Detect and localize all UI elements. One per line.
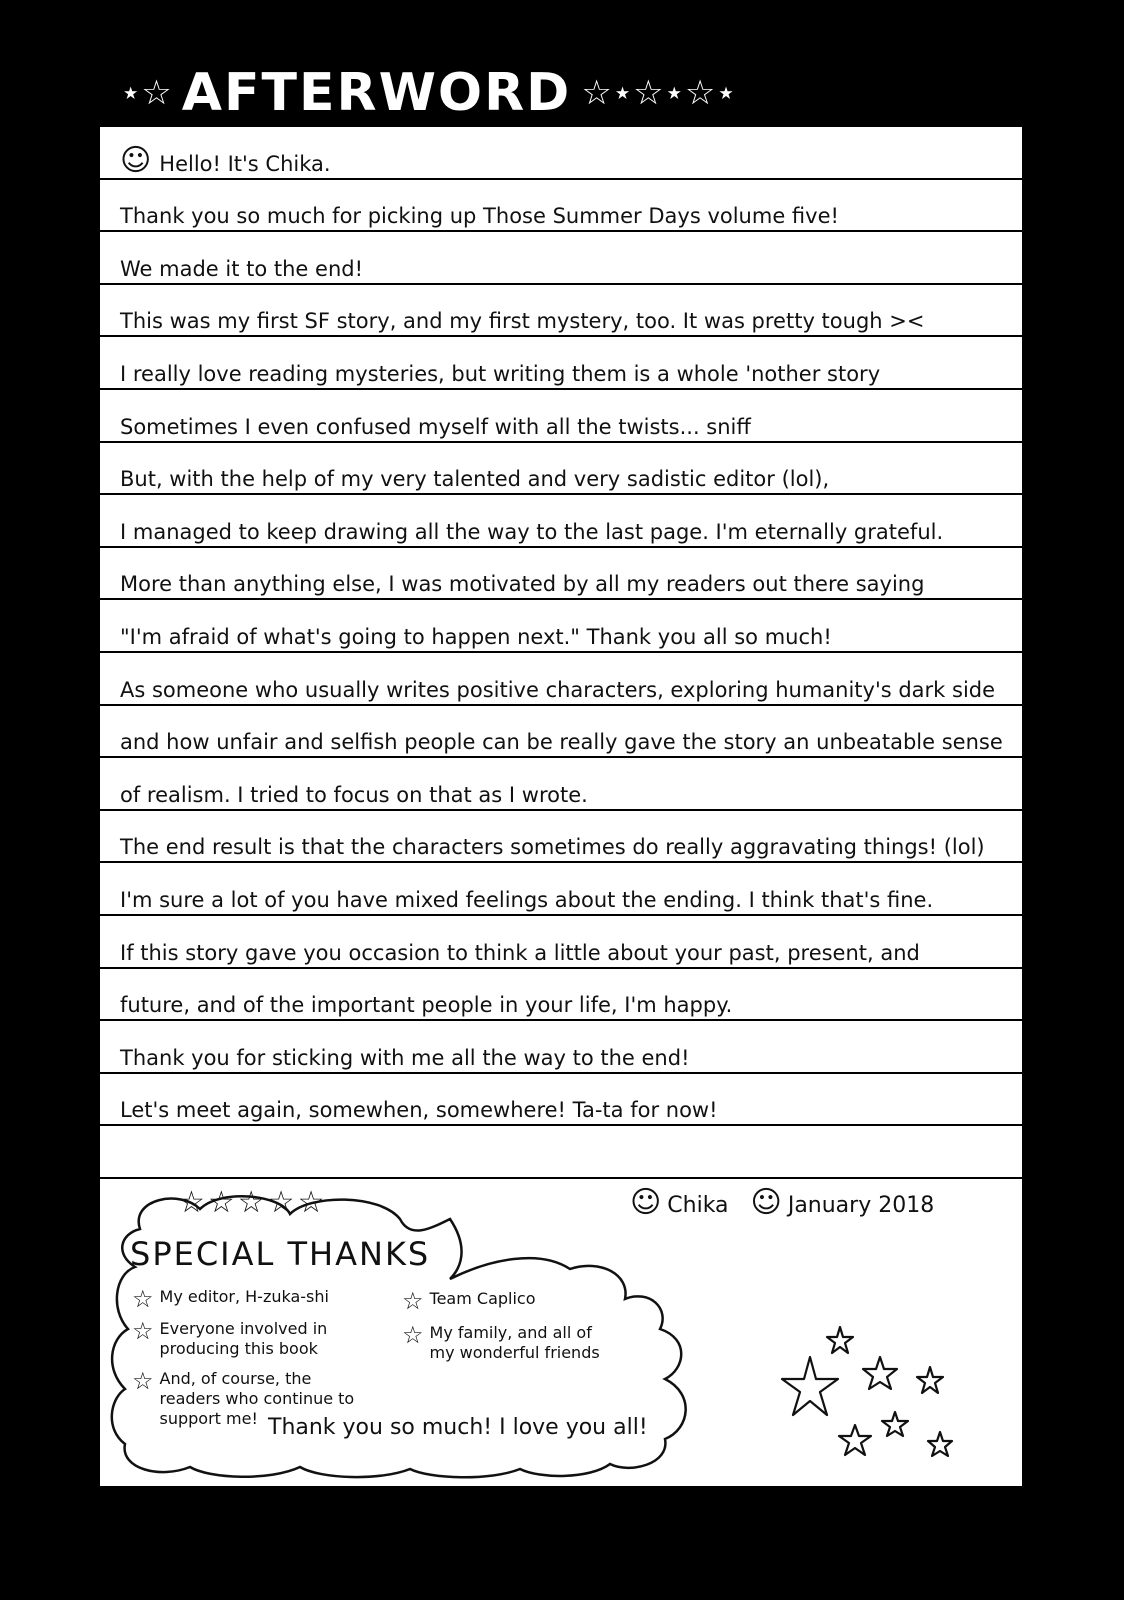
text-line: and how unfair and selfish people can be really gave the story an unbeatable sense bbox=[100, 706, 1022, 759]
lined-paper bbox=[100, 127, 1022, 1486]
star-icon: ☆ bbox=[402, 1321, 424, 1349]
text-line: of realism. I tried to focus on that as I wrote. bbox=[100, 758, 1022, 811]
text-line: future, and of the important people in your life, I'm happy. bbox=[100, 969, 1022, 1022]
signature-author: ☺ Chika bbox=[630, 1185, 729, 1220]
text-line: The end result is that the characters sometimes do really aggravating things! (lol) bbox=[100, 811, 1022, 864]
text-line bbox=[100, 1126, 1022, 1179]
text-line: But, with the help of my very talented and very sadistic editor (lol), bbox=[100, 443, 1022, 496]
text-line: As someone who usually writes positive characters, exploring humanity's dark side bbox=[100, 653, 1022, 706]
star-decoration-icon: ☆☆☆☆☆ bbox=[178, 1185, 328, 1220]
text-line: Thank you for sticking with me all the way to the end! bbox=[100, 1021, 1022, 1074]
thanks-item: ☆ My family, and all of my wonderful friends bbox=[402, 1321, 600, 1362]
text-line: ☺ Hello! It's Chika. bbox=[100, 127, 1022, 180]
star-icon: ☆ bbox=[132, 1367, 154, 1395]
star-icon: ☆ bbox=[132, 1285, 154, 1313]
text-line: "I'm afraid of what's going to happen next." Thank you all so much! bbox=[100, 600, 1022, 653]
signature bbox=[630, 1185, 934, 1220]
text-line: I really love reading mysteries, but writing them is a whole 'nother story bbox=[100, 337, 1022, 390]
page-title: AFTERWORD bbox=[181, 63, 572, 123]
special-thanks-title: SPECIAL THANKS bbox=[130, 1235, 431, 1273]
smiley-icon: ☺ bbox=[120, 142, 152, 178]
thanks-item: ☆ Everyone involved in producing this book bbox=[132, 1317, 328, 1358]
text-line: If this story gave you occasion to think a little about your past, present, and bbox=[100, 916, 1022, 969]
star-decoration-icon: ☆⋆☆⋆☆⋆ bbox=[581, 73, 737, 113]
star-decoration-icon: ⋆☆ bbox=[120, 73, 172, 113]
thanks-item: ☆ Team Caplico bbox=[402, 1287, 536, 1315]
star-icon: ☆ bbox=[402, 1287, 424, 1315]
smiley-icon: ☺ bbox=[750, 1185, 782, 1220]
afterword-header bbox=[120, 58, 737, 128]
closing-message: Thank you so much! I love you all! bbox=[268, 1415, 648, 1440]
text-line: Sometimes I even confused myself with all the twists... sniff bbox=[100, 390, 1022, 443]
text-line: Thank you so much for picking up Those Summer Days volume five! bbox=[100, 180, 1022, 233]
text-line: More than anything else, I was motivated by all my readers out there saying bbox=[100, 548, 1022, 601]
text-line: I'm sure a lot of you have mixed feelings about the ending. I think that's fine. bbox=[100, 863, 1022, 916]
afterword-text bbox=[100, 127, 1022, 1179]
signature-date: ☺ January 2018 bbox=[750, 1185, 935, 1220]
text-line: This was my first SF story, and my first mystery, too. It was pretty tough >< bbox=[100, 285, 1022, 338]
thanks-item: ☆ And, of course, the readers who continue to support me! bbox=[132, 1367, 355, 1428]
smiley-icon: ☺ bbox=[630, 1185, 662, 1220]
text-line: I managed to keep drawing all the way to the last page. I'm eternally grateful. bbox=[100, 495, 1022, 548]
star-icon: ☆ bbox=[132, 1317, 154, 1345]
scattered-stars-icon bbox=[780, 1317, 980, 1477]
text-line: Let's meet again, somewhen, somewhere! Ta-ta for now! bbox=[100, 1074, 1022, 1127]
thanks-item: ☆ My editor, H-zuka-shi bbox=[132, 1285, 329, 1313]
text-line: We made it to the end! bbox=[100, 232, 1022, 285]
